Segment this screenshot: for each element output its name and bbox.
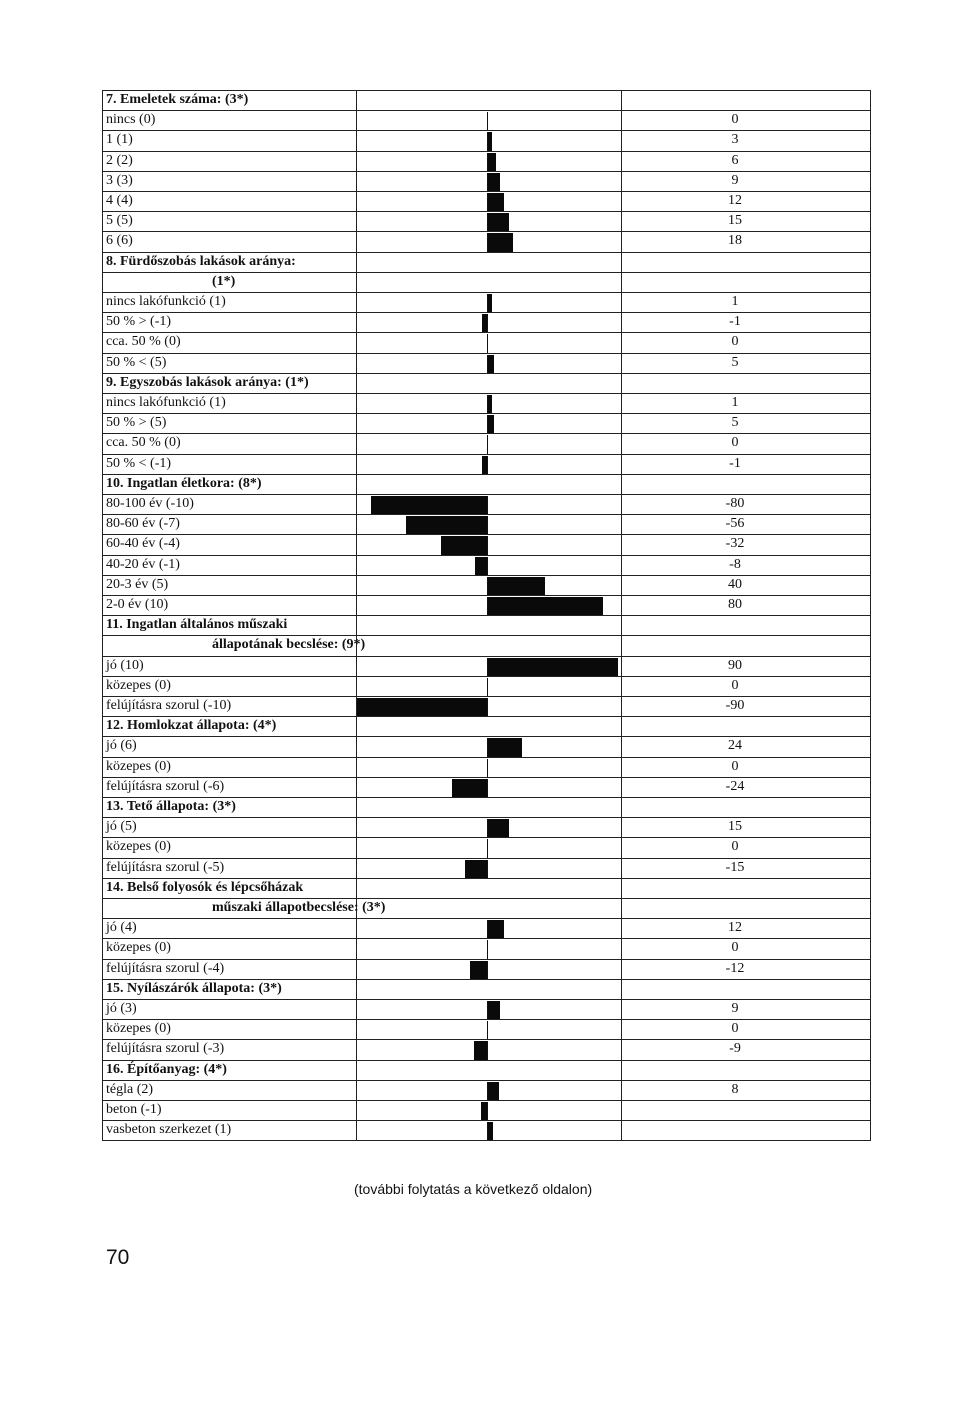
zero-axis (487, 1102, 488, 1120)
row-label: cca. 50 % (0) (106, 435, 181, 451)
section-heading: (1*) (212, 273, 236, 289)
row-value: 40 (728, 576, 742, 592)
zero-axis (487, 294, 488, 312)
row-label: felújításra szorul (-5) (106, 859, 225, 875)
score-bar (487, 173, 500, 191)
section-heading: 15. Nyílászárók állapota: (3*) (106, 980, 282, 996)
zero-axis (487, 1041, 488, 1059)
zero-axis (487, 496, 488, 514)
row-label: közepes (0) (106, 677, 171, 693)
row-label: 60-40 év (-4) (106, 536, 180, 552)
score-bar (406, 516, 487, 534)
row-label: 3 (3) (106, 172, 133, 188)
zero-axis (487, 112, 488, 130)
zero-axis (487, 213, 488, 231)
score-bar (441, 536, 487, 554)
row-label: beton (-1) (106, 1102, 162, 1117)
row-label: nincs (0) (106, 112, 156, 128)
row-label: közepes (0) (106, 940, 171, 956)
row-label: 50 % > (-1) (106, 314, 172, 330)
score-bar (487, 1082, 499, 1100)
score-bar (487, 233, 513, 251)
row-label: jó (5) (106, 819, 137, 835)
row-value: -80 (725, 496, 745, 511)
score-bar (487, 415, 494, 433)
row-label: 50 % > (5) (106, 415, 167, 431)
zero-axis (487, 395, 488, 413)
zero-axis (487, 819, 488, 837)
section-heading: 14. Belső folyosók és lépcsőházak (106, 879, 304, 895)
row-value: -15 (725, 859, 745, 875)
row-label: 80-60 év (-7) (106, 516, 180, 532)
zero-axis (487, 738, 488, 756)
row-label: jó (6) (106, 738, 137, 754)
row-label: nincs lakófunkció (1) (106, 294, 226, 309)
zero-axis (487, 314, 488, 332)
row-value: -12 (725, 960, 745, 976)
zero-axis (487, 536, 488, 554)
row-value: -56 (725, 516, 745, 532)
row-label: 20-3 év (5) (106, 576, 169, 592)
row-label: 4 (4) (106, 193, 133, 208)
score-bar (487, 193, 504, 211)
zero-axis (487, 920, 488, 938)
row-value: -8 (729, 556, 741, 572)
score-bar (487, 577, 545, 595)
score-bar (475, 557, 487, 575)
score-bar (487, 920, 504, 938)
score-bar (452, 779, 487, 797)
row-label: felújításra szorul (-6) (106, 778, 225, 794)
row-label: közepes (0) (106, 758, 171, 774)
row-label: cca. 50 % (0) (106, 334, 181, 350)
score-bar (474, 1041, 487, 1059)
row-divider (102, 1100, 871, 1101)
zero-axis (487, 1122, 488, 1140)
zero-axis (487, 658, 488, 676)
zero-axis (487, 132, 488, 150)
zero-axis (487, 153, 488, 171)
column-divider (102, 90, 103, 1140)
zero-axis (487, 334, 488, 352)
zero-axis (487, 1082, 488, 1100)
score-bar (487, 597, 603, 615)
row-label: 50 % < (5) (106, 354, 167, 370)
section-heading: állapotának becslése: (9*) (212, 637, 366, 653)
zero-axis (487, 860, 488, 878)
zero-axis (487, 193, 488, 211)
row-value: 9 (731, 172, 739, 188)
row-value: 0 (731, 677, 739, 693)
section-heading: 9. Egyszobás lakások aránya: (1*) (106, 374, 309, 390)
section-heading: műszaki állapotbecslése: (3*) (212, 900, 386, 915)
row-label: 2 (2) (106, 152, 133, 168)
row-value: 15 (728, 819, 742, 835)
row-value: 0 (731, 839, 739, 855)
row-label: jó (10) (106, 657, 144, 673)
section-heading: 12. Homlokzat állapota: (4*) (106, 718, 277, 734)
row-value: 12 (728, 193, 742, 208)
column-divider (356, 90, 357, 1140)
row-value: -90 (725, 698, 745, 713)
row-value: -1 (729, 314, 741, 330)
zero-axis (487, 355, 488, 373)
row-value: 9 (731, 1001, 739, 1016)
row-value: -1 (729, 455, 741, 471)
row-label: 1 (1) (106, 132, 133, 148)
row-value: 24 (728, 738, 742, 754)
row-value: 1 (731, 395, 739, 410)
score-bar (470, 961, 487, 979)
zero-axis (487, 759, 488, 777)
row-value: 6 (731, 152, 739, 168)
row-value: 0 (731, 1021, 739, 1037)
continuation-note: (további folytatás a következő oldalon) (354, 1181, 593, 1197)
zero-axis (487, 173, 488, 191)
zero-axis (487, 1021, 488, 1039)
row-value: -32 (725, 536, 745, 552)
row-label: tégla (2) (106, 1081, 154, 1097)
row-label: vasbeton szerkezet (1) (106, 1122, 232, 1138)
section-heading: 8. Fürdőszobás lakások aránya: (106, 253, 296, 269)
row-label: 50 % < (-1) (106, 455, 172, 471)
row-value: 0 (731, 435, 739, 451)
zero-axis (487, 435, 488, 453)
zero-axis (487, 456, 488, 474)
zero-axis (487, 839, 488, 857)
row-label: közepes (0) (106, 839, 171, 855)
section-heading: 16. Építőanyag: (4*) (106, 1061, 227, 1077)
section-heading: 13. Tető állapota: (3*) (106, 799, 236, 814)
row-label: 80-100 év (-10) (106, 496, 194, 511)
section-heading: 7. Emeletek száma: (3*) (106, 92, 249, 107)
section-heading: 11. Ingatlan általános műszaki (106, 617, 288, 633)
zero-axis (487, 940, 488, 958)
zero-axis (487, 577, 488, 595)
zero-axis (487, 557, 488, 575)
row-value: 15 (728, 213, 742, 229)
section-heading: 10. Ingatlan életkora: (8*) (106, 475, 262, 491)
score-bar (487, 153, 496, 171)
row-value: 5 (731, 415, 739, 431)
row-label: 2-0 év (10) (106, 597, 169, 612)
zero-axis (487, 678, 488, 696)
row-value: 12 (728, 920, 742, 936)
score-bar (487, 819, 509, 837)
row-divider (102, 1140, 871, 1141)
row-label: jó (3) (106, 1001, 137, 1016)
row-value: 80 (728, 597, 742, 612)
row-value: 0 (731, 112, 739, 128)
row-value: -9 (729, 1041, 741, 1057)
row-value: 1 (731, 294, 739, 309)
zero-axis (487, 516, 488, 534)
score-bar (487, 213, 509, 231)
row-label: nincs lakófunkció (1) (106, 395, 226, 410)
row-label: felújításra szorul (-4) (106, 960, 225, 976)
zero-axis (487, 597, 488, 615)
score-bar (465, 860, 487, 878)
score-bar (371, 496, 487, 514)
row-value: 0 (731, 940, 739, 956)
row-label: felújításra szorul (-10) (106, 698, 232, 713)
row-value: -24 (725, 778, 745, 794)
score-bar (487, 355, 494, 373)
row-value: 90 (728, 657, 742, 673)
score-bar (487, 738, 522, 756)
row-value: 18 (728, 233, 742, 249)
column-divider (870, 90, 871, 1140)
row-label: 40-20 év (-1) (106, 556, 180, 572)
zero-axis (487, 233, 488, 251)
row-label: jó (4) (106, 920, 137, 936)
score-bar (357, 698, 488, 716)
zero-axis (487, 415, 488, 433)
row-value: 8 (731, 1081, 739, 1097)
zero-axis (487, 698, 488, 716)
row-label: 5 (5) (106, 213, 133, 229)
score-bar (487, 1001, 500, 1019)
row-value: 0 (731, 758, 739, 774)
row-label: 6 (6) (106, 233, 133, 249)
row-label: közepes (0) (106, 1021, 171, 1037)
row-value: 0 (731, 334, 739, 350)
zero-axis (487, 779, 488, 797)
row-value: 5 (731, 354, 739, 370)
score-bar (487, 658, 618, 676)
row-label: felújításra szorul (-3) (106, 1041, 225, 1057)
column-divider (621, 90, 622, 1140)
row-value: 3 (731, 132, 739, 148)
zero-axis (487, 1001, 488, 1019)
zero-axis (487, 961, 488, 979)
page-number: 70 (106, 1246, 130, 1269)
